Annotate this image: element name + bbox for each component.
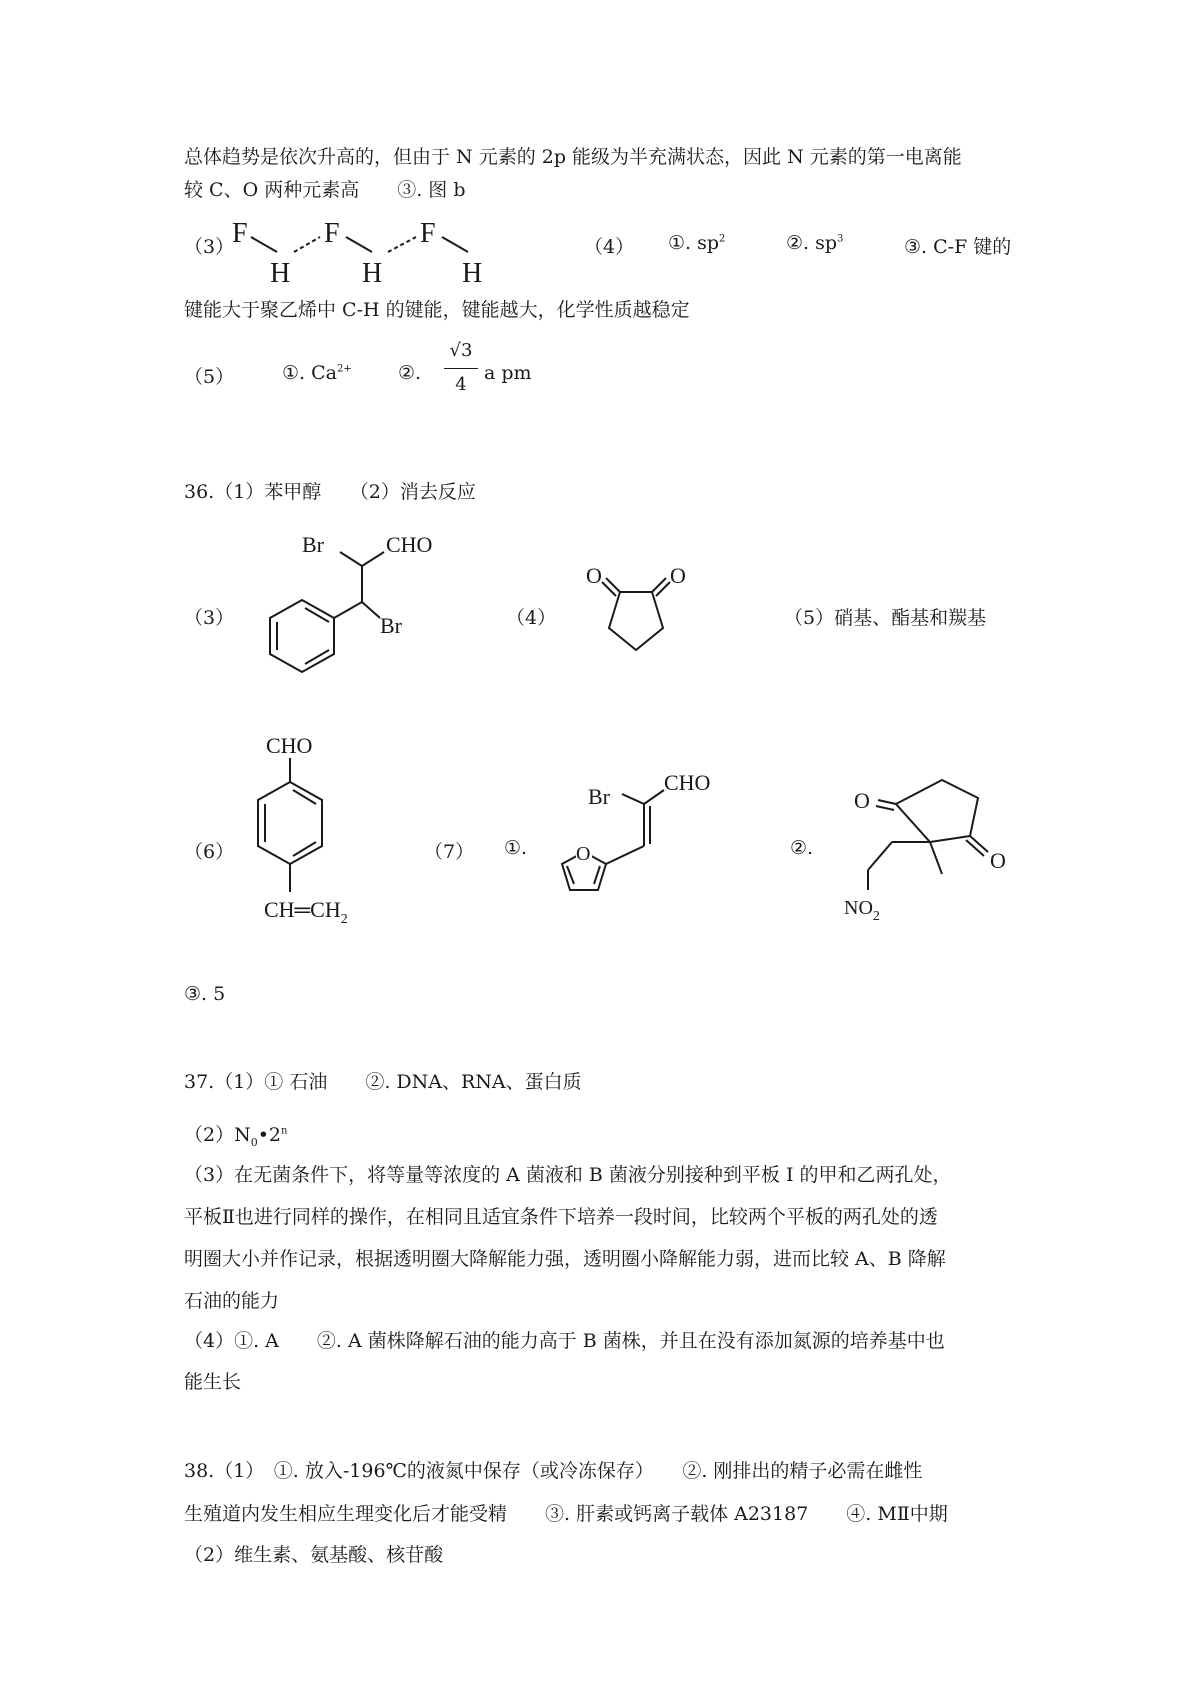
q35-part5-answer-a [282, 362, 352, 384]
q37-text-line-5: 明圈大小并作记录，根据透明圈大降解能力强，透明圈小降解能力弱，进而比较 A、B 降解 [184, 1248, 946, 1270]
fraction-bar [444, 368, 478, 369]
atom-label: CHO [664, 770, 711, 795]
atom-f: F [420, 218, 436, 249]
q35-text-line-1: 总体趋势是依次升高的，但由于 N 元素的 2p 能级为半充满状态，因此 N 元素的第一电离能 [184, 146, 962, 168]
q35-part5-answer-b: ②. [398, 362, 422, 384]
q35-part5-unit: a pm [484, 362, 532, 384]
atom-label: Br [380, 613, 402, 638]
q38-text-line-1: 38.（1） ①. 放入-196℃的液氮中保存（或冷冻保存） ②. 刚排出的精子必需在雌性 [184, 1460, 923, 1482]
atom-f: F [324, 218, 340, 249]
atom-label: CHO [386, 532, 433, 557]
text: •2 [257, 1124, 282, 1146]
atom-label: O [586, 563, 602, 588]
structure-2-bromo-3-furylpropenal [540, 760, 770, 930]
q35-part4-answer-a [668, 232, 725, 254]
fraction-denominator: 4 [455, 374, 467, 395]
superscript: 2 [719, 233, 726, 245]
q35-part4-label: （4） [584, 236, 635, 258]
atom-label: Br [302, 532, 324, 557]
q35-part3-label: （3） [184, 236, 235, 258]
structure-2-3-dibromo-3-phenylpropanal [230, 520, 480, 700]
q35-part4-answer-b [786, 232, 843, 254]
answer-text: ①. sp [668, 232, 720, 254]
atom-label: Br [588, 784, 610, 809]
structure-cyclopentane-1-3-dione [548, 563, 748, 680]
q36-part5-answer: （5）硝基、酯基和羰基 [784, 607, 987, 629]
atom-h: H [362, 258, 383, 289]
superscript: 3 [837, 233, 844, 245]
atom-h: H [462, 258, 483, 289]
q35-text-line-4: 键能大于聚乙烯中 C-H 的键能，键能越大，化学性质越稳定 [184, 299, 690, 321]
q37-text-line-7: （4）①. A ②. A 菌株降解石油的能力高于 B 菌株，并且在没有添加氮源的培养基中也 [184, 1330, 945, 1352]
q36-part3-label: （3） [184, 607, 235, 629]
q36-part7-answer-a: ①. [504, 837, 528, 859]
text: （2）N [184, 1124, 251, 1146]
q36-part4-label: （4） [506, 607, 557, 629]
atom-label: O [990, 848, 1006, 873]
answer-text: ②. sp [786, 232, 838, 254]
structure-4-vinylbenzaldehyde [236, 720, 416, 960]
q37-text-line-8: 能生长 [184, 1371, 242, 1393]
structure-2-methyl-2-nitroethyl-cyclopentanedione [830, 756, 1060, 946]
q36-part7-label: （7） [424, 841, 475, 863]
q35-text-line-2: 较 C、O 两种元素高 ③. 图 b [184, 179, 466, 201]
q37-text-line-4: 平板Ⅱ也进行同样的操作，在相同且适宜条件下培养一段时间，比较两个平板的两孔处的透 [184, 1206, 938, 1228]
atom-label: $NO_2$ [844, 897, 880, 924]
atom-label: O [576, 843, 591, 865]
q37-text-line-2 [184, 1120, 287, 1149]
q37-text-line-1: 37.（1）① 石油 ②. DNA、RNA、蛋白质 [184, 1071, 582, 1093]
atom-h: H [270, 258, 291, 289]
fraction-numerator: √3 [449, 340, 473, 361]
q36-text-line-1: 36.（1）苯甲醇 （2）消去反应 [184, 481, 476, 503]
hydrogen-bond-hf-chain [232, 212, 532, 292]
q35-part4-answer-c: ③. C-F 键的 [904, 236, 1012, 258]
atom-label: O [670, 563, 686, 588]
q36-part7-answer-b: ②. [790, 837, 814, 859]
q36-part7-answer-c: ③. 5 [184, 983, 226, 1005]
q38-text-line-3: （2）维生素、氨基酸、核苷酸 [184, 1544, 444, 1566]
superscript: n [281, 1125, 288, 1137]
atom-label: CHO [266, 733, 313, 758]
q37-text-line-3: （3）在无菌条件下，将等量等浓度的 A 菌液和 B 菌液分别接种到平板 I 的甲和乙两孔处， [184, 1164, 952, 1186]
q37-text-line-6: 石油的能力 [184, 1290, 280, 1312]
q38-text-line-2: 生殖道内发生相应生理变化后才能受精 ③. 肝素或钙离子载体 A23187 ④. MⅡ中期 [184, 1503, 948, 1525]
answer-text: ①. Ca [282, 362, 337, 384]
superscript: 2+ [336, 363, 352, 375]
q35-part5-label: （5） [184, 366, 235, 388]
atom-f: F [232, 218, 248, 249]
atom-label: O [854, 788, 870, 813]
atom-label: $CH═CH_2$ [264, 897, 348, 927]
subscript: 0 [250, 1135, 258, 1149]
q36-part6-label: （6） [184, 841, 235, 863]
